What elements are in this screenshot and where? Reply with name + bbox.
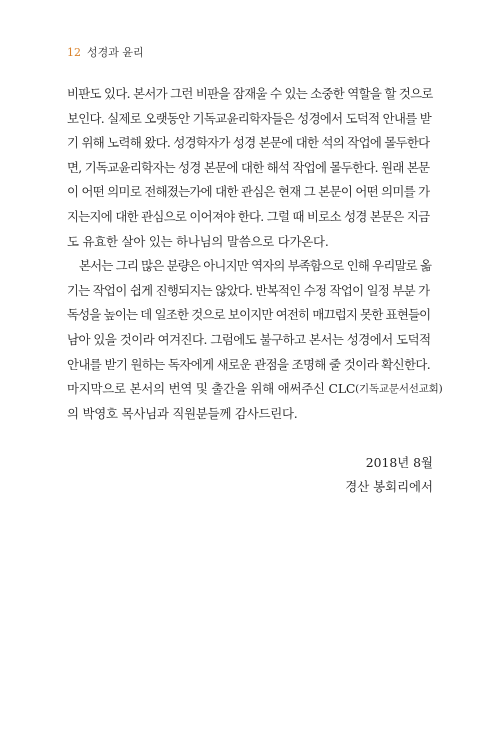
text-line: 남아 있을 것이라 여겨진다. 그럼에도 불구하고 본서는 성경에서 도덕적 xyxy=(67,331,431,347)
text-line: 면, 기독교윤리학자는 성경 본문에 대한 해석 작업에 몰두한다. 원래 본문 xyxy=(67,159,430,175)
signature-place: 경산 봉회리에서 xyxy=(345,479,433,494)
text-line: 기 위해 노력해 왔다. 성경학자가 성경 본문에 대한 석의 작업에 몰두한다 xyxy=(67,135,430,151)
text-line: 의 박영호 목사님과 직원분들께 감사드린다. xyxy=(67,405,298,421)
text-line: 비판도 있다. 본서가 그런 비판을 잠재울 수 있는 소중한 역할을 할 것으로 xyxy=(67,86,433,101)
text-line: 지는지에 대한 관심으로 이어져야 한다. 그럴 때 비로소 성경 본문은 지금 xyxy=(67,208,430,224)
text-line: 보인다. 실제로 오랫동안 기독교윤리학자들은 성경에서 도덕적 안내를 받 xyxy=(67,110,431,126)
text-line: 기는 작업이 쉽게 진행되지는 않았다. 반복적인 수정 작업이 일정 부분 가 xyxy=(67,282,430,298)
running-title: 성경과 윤리 xyxy=(87,46,144,59)
text-line: 이 어떤 의미로 전해졌는가에 대한 관심은 현재 그 본문이 어떤 의미를 가 xyxy=(67,184,430,200)
text-line: 본서는 그리 많은 분량은 아니지만 역자의 부족함으로 인해 우리말로 옮 xyxy=(79,258,432,274)
text-line: 도 유효한 살아 있는 하나님의 말씀으로 다가온다. xyxy=(67,233,329,249)
text-line: 독성을 높이는 데 일조한 것으로 보이지만 여전히 매끄럽지 못한 표현들이 xyxy=(67,307,431,323)
signature-date: 2018년 8월 xyxy=(365,455,433,470)
running-header xyxy=(67,44,144,60)
page-number: 12 xyxy=(67,46,81,59)
text-line: 마지막으로 본서의 번역 및 출간을 위해 애써주신 CLC (기독교문서선교회) xyxy=(67,381,443,397)
text-line: 안내를 받기 원하는 독자에게 새로운 관점을 조명해 줄 것이라 확신한다. xyxy=(67,356,431,372)
body-text xyxy=(67,82,443,426)
